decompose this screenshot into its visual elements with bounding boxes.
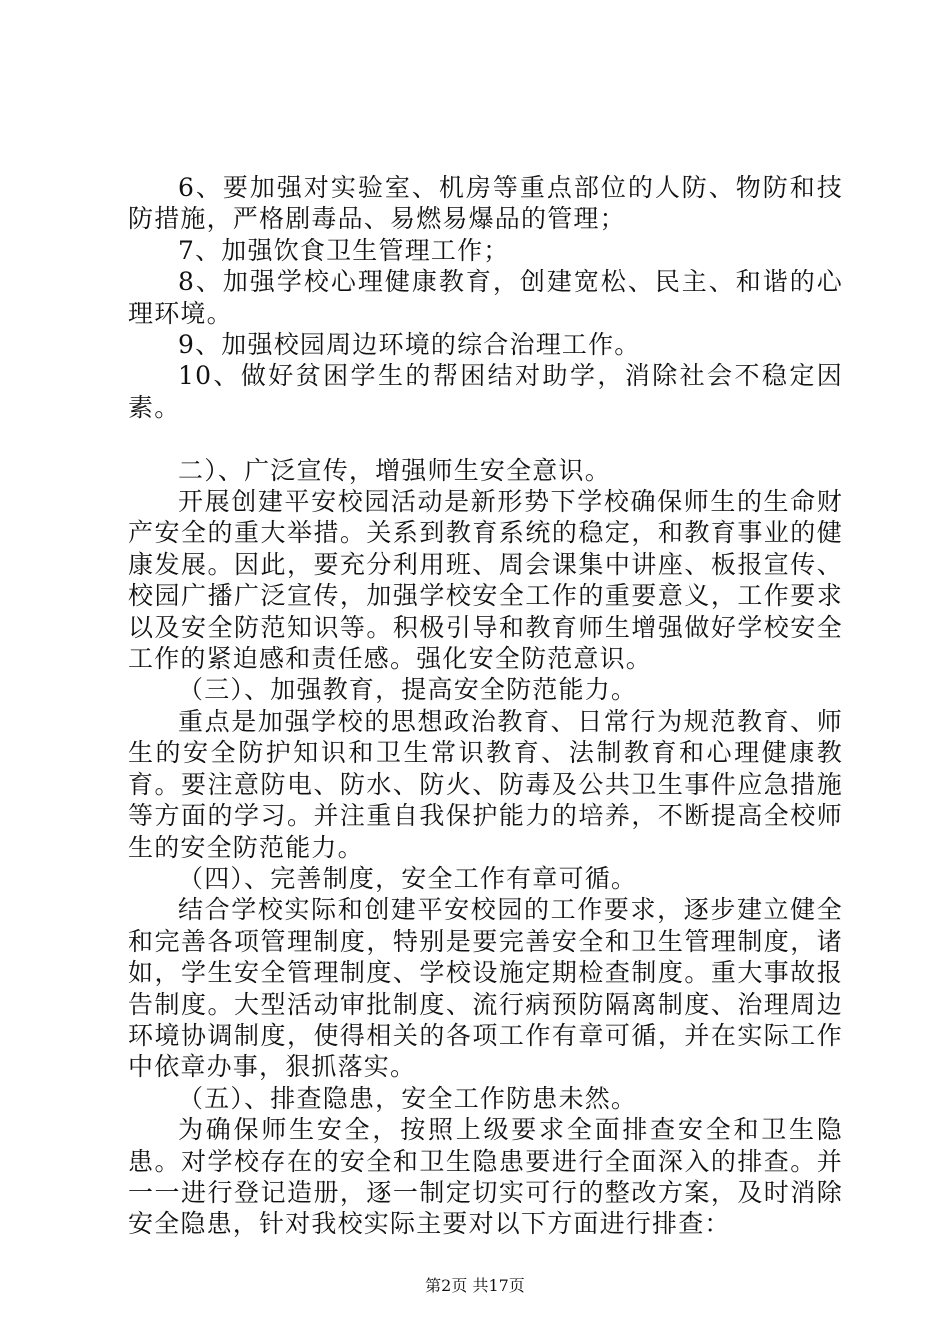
- section-body-4: 结合学校实际和创建平安校园的工作要求，逐步建立健全和完善各项管理制度，特别是要完善安全和卫生管理制度，诸如，学生安全管理制度、学校设施定期检查制度。重大事故报告制度。大型活动审批制度、流行病预防隔离制度、治理周边环境协调制度，使得相关的各项工作有章可循，并在实际工作中依章办事，狠抓落实。: [128, 895, 843, 1082]
- paragraph-item-6: 6、要加强对实验室、机房等重点部位的人防、物防和技防措施，严格剧毒品、易燃易爆品的管理；: [128, 173, 843, 234]
- blank-line: [128, 423, 843, 454]
- section-heading-5: （五）、排查隐患，安全工作防患未然。: [178, 1083, 638, 1113]
- section-heading-2: 二）、广泛宣传，增强师生安全意识。: [178, 455, 611, 485]
- section-body-2: 开展创建平安校园活动是新形势下学校确保师生的生命财产安全的重大举措。关系到教育系统的稳定，和教育事业的健康发展。因此，要充分利用班、周会课集中讲座、板报宣传、校园广播广泛宣传，加强学校安全工作的重要意义，工作要求以及安全防范知识等。积极引导和教育师生增强做好学校安全工作的紧迫感和责任感。强化安全防范意识。: [128, 487, 843, 674]
- paragraph-item-8: 8、加强学校心理健康教育，创建宽松、民主、和谐的心理环境。: [128, 267, 843, 328]
- paragraph-item-9: 9、加强校园周边环境的综合治理工作。: [178, 330, 641, 360]
- paragraph-item-7: 7、加强饮食卫生管理工作；: [178, 235, 510, 265]
- section-heading-4: （四）、完善制度，安全工作有章可循。: [178, 863, 638, 893]
- page-footer: [0, 1273, 950, 1296]
- section-body-5: 为确保师生安全，按照上级要求全面排查安全和卫生隐患。对学校存在的安全和卫生隐患要进行全面深入的排查。并一一进行登记造册，逐一制定切实可行的整改方案，及时消除安全隐患，针对我校实际主要对以下方面进行排查：: [128, 1115, 843, 1239]
- document-body: [128, 172, 843, 1240]
- page-number: 第2页 共17页: [425, 1276, 525, 1295]
- section-heading-3: （三）、加强教育，提高安全防范能力。: [178, 675, 638, 705]
- paragraph-item-10: 10、做好贫困学生的帮困结对助学，消除社会不稳定因素。: [128, 361, 843, 422]
- section-body-3: 重点是加强学校的思想政治教育、日常行为规范教育、师生的安全防护知识和卫生常识教育、法制教育和心理健康教育。要注意防电、防水、防火、防毒及公共卫生事件应急措施等方面的学习。并注重自我保护能力的培养，不断提高全校师生的安全防范能力。: [128, 706, 843, 862]
